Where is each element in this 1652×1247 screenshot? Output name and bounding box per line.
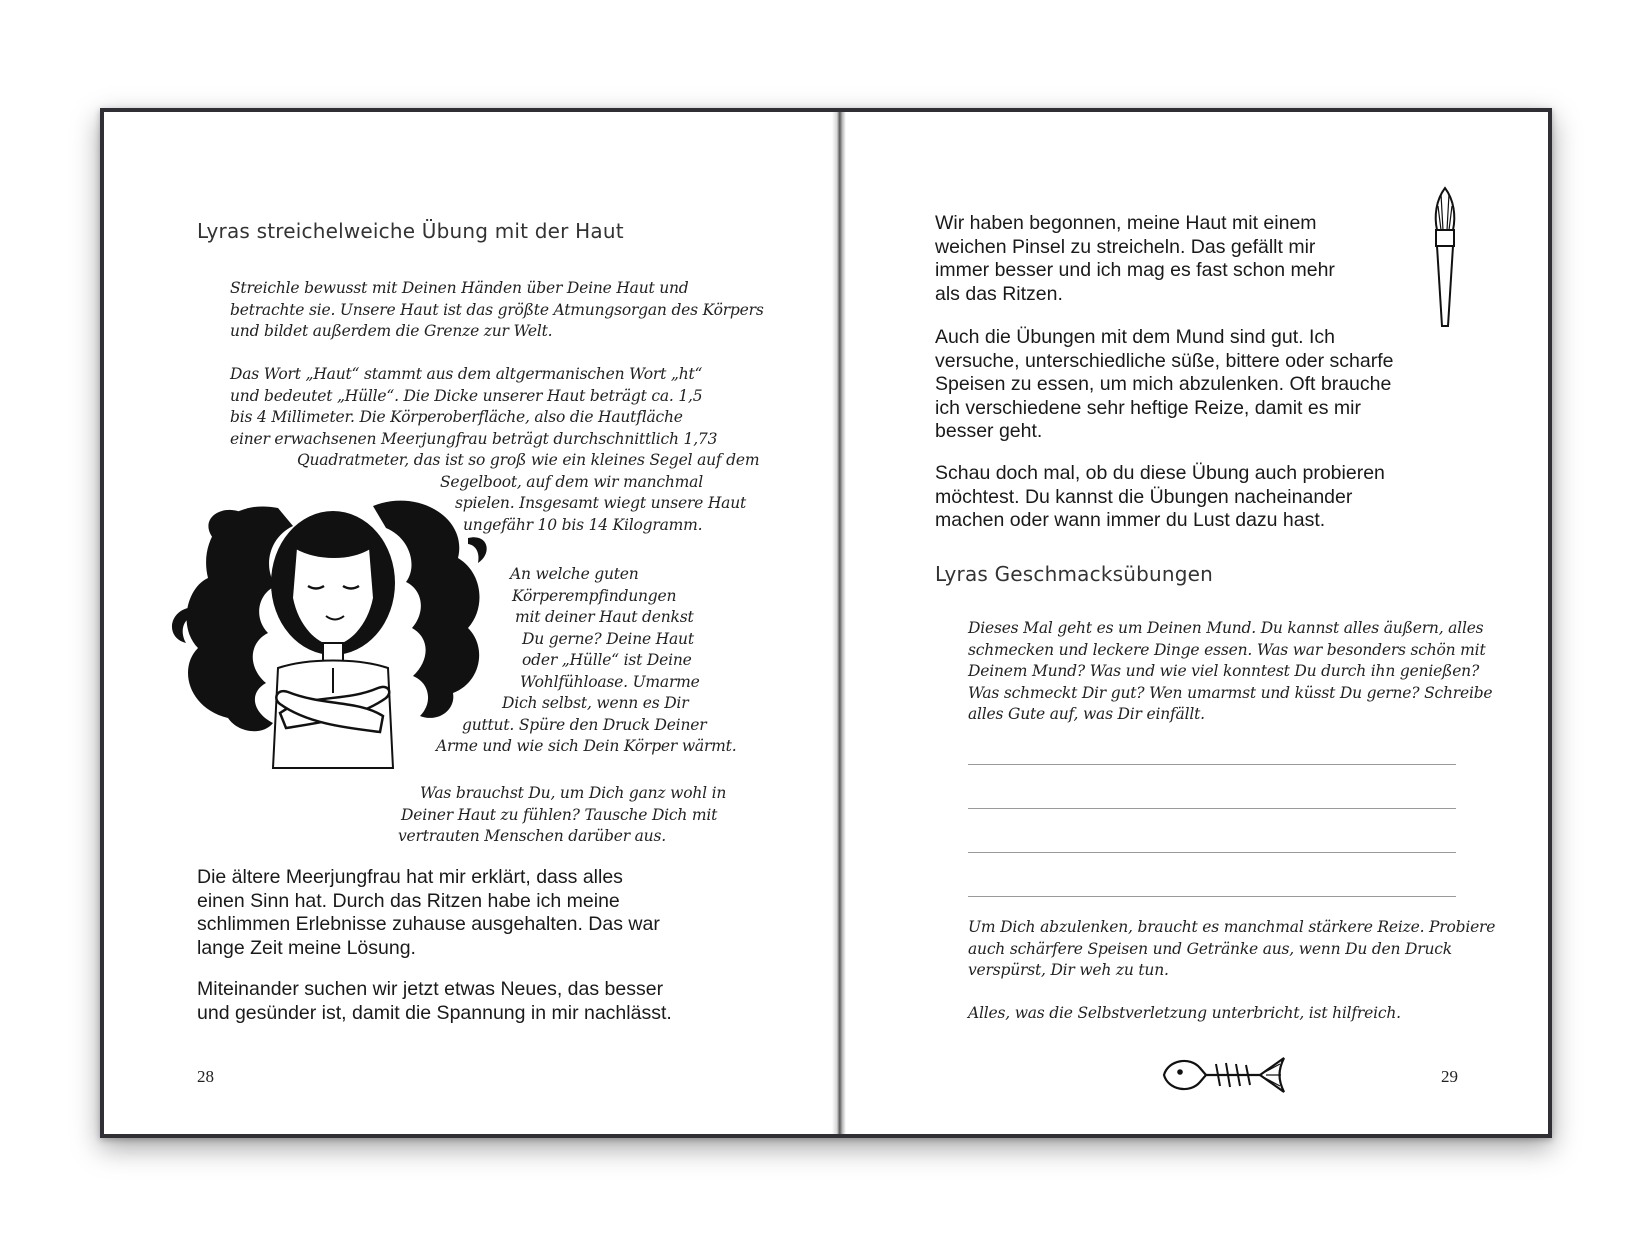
writing-line[interactable] [968,808,1456,809]
left-body-paragraph-2 [197,978,672,1025]
text-line: möchtest. Du kannst die Übungen nacheinander [935,485,1353,508]
text-line: Speisen zu essen, um mich abzulenken. Oft brauche [935,373,1392,395]
text-line: Miteinander suchen wir jetzt etwas Neues, das besser [197,978,664,1000]
text-line: spielen. Insgesamt wiegt unsere Haut [455,494,747,512]
text-line: schlimmen Erlebnisse zuhause ausgehalten. Das war [197,913,660,935]
text-line: oder „Hülle“ ist Deine [522,651,692,669]
text-line: Quadratmeter, das ist so groß wie ein kleines Segel auf dem [297,451,760,469]
text-line: Was schmeckt Dir gut? Wen umarmst und küsst Du gerne? Schreibe [968,683,1493,702]
text-line: Auch die Übungen mit dem Mund sind gut. Ich [935,326,1335,348]
text-line: Wir haben begonnen, meine Haut mit einem [935,212,1317,234]
text-line: vertrauten Menschen darüber aus. [398,827,666,845]
paintbrush-icon [1424,186,1466,332]
text-line: versuche, unterschiedliche süße, bittere oder scharfe [935,349,1394,372]
text-line: Segelboot, auf dem wir manchmal [440,472,703,491]
right-body-paragraph-1 [935,212,1335,306]
text-line: Du gerne? Deine Haut [522,629,694,648]
mermaid-illustration [168,478,498,788]
text-line: besser geht. [935,420,1043,442]
helpful-note: Alles, was die Selbstverletzung unterbricht, ist hilfreich. [968,1004,1401,1022]
writing-line[interactable] [968,896,1456,897]
text-line: alles Gute auf, was Dir einfällt. [968,705,1205,723]
text-line: Um Dich abzulenken, braucht es manchmal stärkere Reize. Probiere [968,918,1496,936]
text-line: An welche guten [510,565,639,583]
text-line: Streichle bewusst mit Deinen Händen über Deine Haut und [230,279,689,297]
page-number-left: 28 [197,1067,214,1086]
text-line: einen Sinn hat. Durch das Ritzen habe ich meine [197,889,620,912]
text-line: Schau doch mal, ob du diese Übung auch probieren [935,462,1385,484]
text-line: und bedeutet „Hülle“. Die Dicke unserer Haut beträgt ca. 1,5 [230,386,703,405]
right-heading: Lyras Geschmacksübungen [935,562,1214,586]
text-line: und bildet außerdem die Grenze zur Welt. [230,322,553,340]
right-body-paragraph-2 [935,326,1394,444]
taste-exercise-paragraph [968,618,1492,726]
fish-bone-icon [1160,1050,1290,1100]
text-line: als das Ritzen. [935,282,1063,305]
right-body-paragraph-3 [935,462,1385,533]
text-line: Körperempfindungen [512,586,677,605]
writing-line[interactable] [968,852,1456,853]
text-line: Dieses Mal geht es um Deinen Mund. Du kannst alles äußern, alles [968,619,1484,637]
text-line: machen oder wann immer du Lust dazu hast. [935,509,1326,531]
text-line: Was brauchst Du, um Dich ganz wohl in [420,784,727,802]
text-line: und gesünder ist, damit die Spannung in mir nachlässt. [197,1001,672,1024]
left-heading: Lyras streichelweiche Übung mit der Haut [197,219,624,243]
text-line: Das Wort „Haut“ stammt aus dem altgermanischen Wort „ht“ [230,365,703,383]
text-line: Arme und wie sich Dein Körper wärmt. [436,737,737,755]
text-line: schmecken und leckere Dinge essen. Was war besonders schön mit [968,640,1486,659]
text-line: lange Zeit meine Lösung. [197,936,416,959]
text-line: guttut. Spüre den Druck Deiner [462,715,707,734]
text-line: auch schärfere Speisen und Getränke aus, wenn Du den Druck [968,939,1452,958]
text-line: bis 4 Millimeter. Die Körperoberfläche, also die Hautfläche [230,408,683,426]
text-line: mit deiner Haut denkst [515,608,694,626]
text-line: Die ältere Meerjungfrau hat mir erklärt, dass alles [197,866,623,888]
page-number-right: 29 [1441,1067,1458,1086]
left-body-paragraph-1 [197,866,660,960]
text-line: einer erwachsenen Meerjungfrau beträgt durchschnittlich 1,73 [230,429,718,448]
text-line: ich verschiedene sehr heftige Reize, damit es mir [935,396,1361,419]
text-line: Deinem Mund? Was und wie viel konntest Du durch ihn genießen? [968,662,1480,680]
stronger-stimuli-paragraph [968,917,1495,982]
text-line: immer besser und ich mag es fast schon mehr [935,259,1335,281]
text-line: ungefähr 10 bis 14 Kilogramm. [463,515,703,534]
text-line: verspürst, Dir weh zu tun. [968,961,1169,979]
text-line: weichen Pinsel zu streicheln. Das gefällt mir [935,235,1316,258]
left-wellbeing-paragraph [398,783,726,848]
left-intro-paragraph [230,278,764,343]
writing-line[interactable] [968,764,1456,765]
text-line: betrachte sie. Unsere Haut ist das größte Atmungsorgan des Körpers [230,300,764,319]
text-line: Dich selbst, wenn es Dir [502,694,689,712]
book-spine [832,112,846,1134]
text-line: Deiner Haut zu fühlen? Tausche Dich mit [401,805,718,824]
text-line: Wohlfühloase. Umarme [520,672,700,691]
